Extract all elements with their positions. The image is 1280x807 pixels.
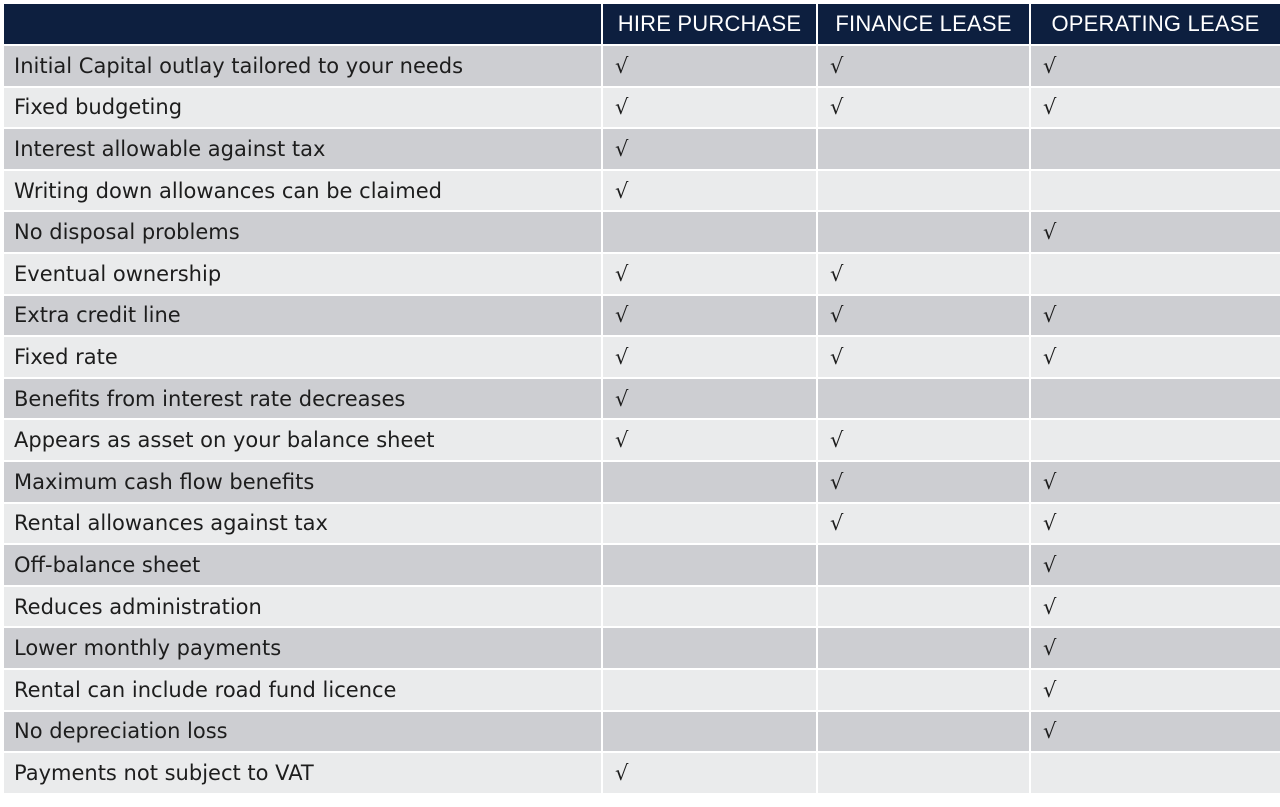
table-row bbox=[4, 753, 1280, 793]
operating-lease-check-cell bbox=[1031, 379, 1280, 419]
operating-lease-check-cell bbox=[1031, 254, 1280, 294]
finance-lease-check-cell bbox=[818, 753, 1029, 793]
finance-lease-check-cell: √ bbox=[818, 88, 1029, 128]
comparison-table bbox=[2, 2, 1280, 795]
finance-lease-check-cell: √ bbox=[818, 504, 1029, 544]
finance-lease-check-cell: √ bbox=[818, 254, 1029, 294]
table-row bbox=[4, 379, 1280, 419]
table-row bbox=[4, 504, 1280, 544]
operating-lease-check-cell: √ bbox=[1031, 587, 1280, 627]
finance-lease-check-cell bbox=[818, 712, 1029, 752]
finance-lease-check-cell: √ bbox=[818, 46, 1029, 86]
feature-cell: Interest allowable against tax bbox=[4, 129, 601, 169]
operating-lease-check-cell: √ bbox=[1031, 88, 1280, 128]
finance-lease-check-cell: √ bbox=[818, 337, 1029, 377]
hire-purchase-check-cell: √ bbox=[603, 296, 816, 336]
finance-lease-check-cell bbox=[818, 212, 1029, 252]
operating-lease-check-cell bbox=[1031, 129, 1280, 169]
hire-purchase-check-cell: √ bbox=[603, 420, 816, 460]
feature-cell: Extra credit line bbox=[4, 296, 601, 336]
feature-cell: Initial Capital outlay tailored to your needs bbox=[4, 46, 601, 86]
feature-cell: Eventual ownership bbox=[4, 254, 601, 294]
operating-lease-check-cell: √ bbox=[1031, 462, 1280, 502]
hire-purchase-check-cell: √ bbox=[603, 171, 816, 211]
hire-purchase-check-cell bbox=[603, 587, 816, 627]
finance-lease-check-cell: √ bbox=[818, 296, 1029, 336]
feature-cell: Maximum cash flow benefits bbox=[4, 462, 601, 502]
hire-purchase-check-cell bbox=[603, 670, 816, 710]
table-row bbox=[4, 254, 1280, 294]
hire-purchase-check-cell bbox=[603, 462, 816, 502]
table-body bbox=[4, 46, 1280, 793]
hire-purchase-check-cell: √ bbox=[603, 753, 816, 793]
feature-cell: Reduces administration bbox=[4, 587, 601, 627]
operating-lease-check-cell bbox=[1031, 171, 1280, 211]
table-row bbox=[4, 212, 1280, 252]
header-finance-lease: FINANCE LEASE bbox=[818, 4, 1029, 44]
feature-cell: No disposal problems bbox=[4, 212, 601, 252]
table-row bbox=[4, 545, 1280, 585]
feature-cell: Fixed rate bbox=[4, 337, 601, 377]
finance-lease-check-cell bbox=[818, 379, 1029, 419]
operating-lease-check-cell bbox=[1031, 753, 1280, 793]
feature-cell: Off-balance sheet bbox=[4, 545, 601, 585]
table-row bbox=[4, 46, 1280, 86]
hire-purchase-check-cell bbox=[603, 628, 816, 668]
finance-lease-check-cell: √ bbox=[818, 462, 1029, 502]
hire-purchase-check-cell bbox=[603, 212, 816, 252]
operating-lease-check-cell: √ bbox=[1031, 337, 1280, 377]
finance-lease-check-cell: √ bbox=[818, 420, 1029, 460]
feature-cell: Rental allowances against tax bbox=[4, 504, 601, 544]
operating-lease-check-cell: √ bbox=[1031, 712, 1280, 752]
finance-lease-check-cell bbox=[818, 129, 1029, 169]
header-operating-lease: OPERATING LEASE bbox=[1031, 4, 1280, 44]
finance-lease-check-cell bbox=[818, 171, 1029, 211]
table-header bbox=[4, 4, 1280, 44]
feature-cell: Writing down allowances can be claimed bbox=[4, 171, 601, 211]
hire-purchase-check-cell: √ bbox=[603, 129, 816, 169]
finance-lease-check-cell bbox=[818, 545, 1029, 585]
table-row bbox=[4, 88, 1280, 128]
table-row bbox=[4, 670, 1280, 710]
hire-purchase-check-cell: √ bbox=[603, 46, 816, 86]
finance-lease-check-cell bbox=[818, 628, 1029, 668]
header-row bbox=[4, 4, 1280, 44]
hire-purchase-check-cell bbox=[603, 504, 816, 544]
table-row bbox=[4, 337, 1280, 377]
hire-purchase-check-cell: √ bbox=[603, 254, 816, 294]
table-row bbox=[4, 171, 1280, 211]
operating-lease-check-cell bbox=[1031, 420, 1280, 460]
feature-cell: No depreciation loss bbox=[4, 712, 601, 752]
hire-purchase-check-cell: √ bbox=[603, 337, 816, 377]
table-row bbox=[4, 462, 1280, 502]
finance-lease-check-cell bbox=[818, 587, 1029, 627]
hire-purchase-check-cell bbox=[603, 712, 816, 752]
header-corner-cell bbox=[4, 4, 601, 44]
hire-purchase-check-cell: √ bbox=[603, 88, 816, 128]
header-hire-purchase: HIRE PURCHASE bbox=[603, 4, 816, 44]
feature-cell: Fixed budgeting bbox=[4, 88, 601, 128]
operating-lease-check-cell: √ bbox=[1031, 46, 1280, 86]
operating-lease-check-cell: √ bbox=[1031, 670, 1280, 710]
feature-cell: Appears as asset on your balance sheet bbox=[4, 420, 601, 460]
table-row bbox=[4, 420, 1280, 460]
table-row bbox=[4, 587, 1280, 627]
hire-purchase-check-cell bbox=[603, 545, 816, 585]
feature-cell: Payments not subject to VAT bbox=[4, 753, 601, 793]
table-row bbox=[4, 628, 1280, 668]
feature-cell: Benefits from interest rate decreases bbox=[4, 379, 601, 419]
operating-lease-check-cell: √ bbox=[1031, 212, 1280, 252]
finance-lease-check-cell bbox=[818, 670, 1029, 710]
operating-lease-check-cell: √ bbox=[1031, 628, 1280, 668]
hire-purchase-check-cell: √ bbox=[603, 379, 816, 419]
table-row bbox=[4, 129, 1280, 169]
operating-lease-check-cell: √ bbox=[1031, 504, 1280, 544]
table-row bbox=[4, 296, 1280, 336]
operating-lease-check-cell: √ bbox=[1031, 545, 1280, 585]
table-row bbox=[4, 712, 1280, 752]
feature-cell: Lower monthly payments bbox=[4, 628, 601, 668]
feature-cell: Rental can include road fund licence bbox=[4, 670, 601, 710]
operating-lease-check-cell: √ bbox=[1031, 296, 1280, 336]
